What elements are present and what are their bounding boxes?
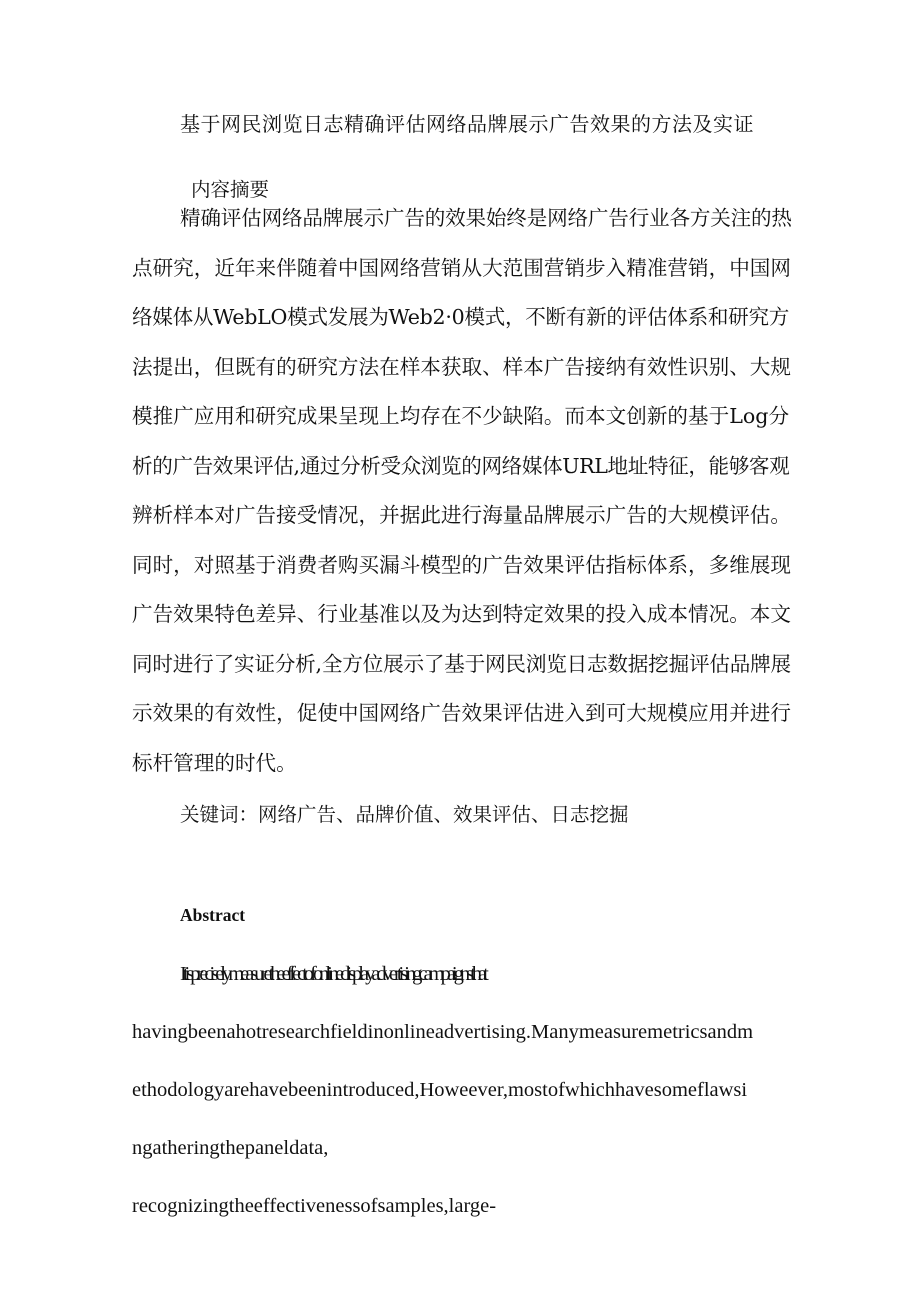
- summary-line: 辨析样本对广告接受情况，并据此进行海量品牌展示广告的大规模评估。: [132, 503, 791, 527]
- summary-line: 点研究，近年来伴随着中国网络营销从大范围营销步入精准营销，中国网: [132, 255, 791, 280]
- abstract-heading: Abstract: [180, 905, 246, 925]
- summary-line: 络媒体从WebLO模式发展为Web2·0模式，不断有新的评估体系和研究方: [132, 305, 790, 329]
- summary-line: 析的广告效果评估,通过分析受众浏览的网络媒体URL地址特征，能够客观: [132, 453, 790, 478]
- summary-line: 精确评估网络品牌展示广告的效果始终是网络广告行业各方关注的热: [180, 206, 792, 230]
- abstract-line: recognizingtheeffectivenessofsamples,large-: [132, 1195, 497, 1217]
- english-abstract: [132, 945, 792, 1235]
- abstract-line: havingbeenahotresearchfieldinonlineadvertising.Manymeasuremetricsandm: [132, 1021, 754, 1043]
- summary-line: 标杆管理的时代。: [132, 750, 297, 775]
- summary-line: 法提出，但既有的研究方法在样本获取、样本广告接纳有效性识别、大规: [132, 354, 791, 379]
- summary-line: 广告效果特色差异、行业基准以及为达到特定效果的投入成本情况。本文: [132, 602, 791, 626]
- summary-line: 示效果的有效性，促使中国网络广告效果评估进入到可大规模应用并进行: [132, 701, 791, 725]
- abstract-line: Itispreciselymeasuretheeffectofonlinedisplayadvertisingcampaignsthat: [180, 963, 485, 985]
- abstract-line: ngatheringthepaneldata,: [132, 1137, 329, 1159]
- summary-line: 同时进行了实证分析,全方位展示了基于网民浏览日志数据挖掘评估品牌展: [132, 651, 791, 676]
- abstract-line: ethodologyarehavebeenintroduced,Howeever,mostofwhichhavesomeflawsi: [132, 1079, 748, 1101]
- keywords-line: 关键词：网络广告、品牌价值、效果评估、日志挖掘: [180, 803, 629, 826]
- document-title: 基于网民浏览日志精确评估网络品牌展示广告效果的方法及实证: [180, 112, 754, 136]
- summary-line: 模推广应用和研究成果呈现上均存在不少缺陷。而本文创新的基于Log分: [132, 404, 790, 428]
- summary-line: 同时，对照基于消费者购买漏斗模型的广告效果评估指标体系，多维展现: [132, 552, 791, 577]
- chinese-abstract: [132, 194, 792, 788]
- summary-heading: 内容摘要: [191, 178, 270, 201]
